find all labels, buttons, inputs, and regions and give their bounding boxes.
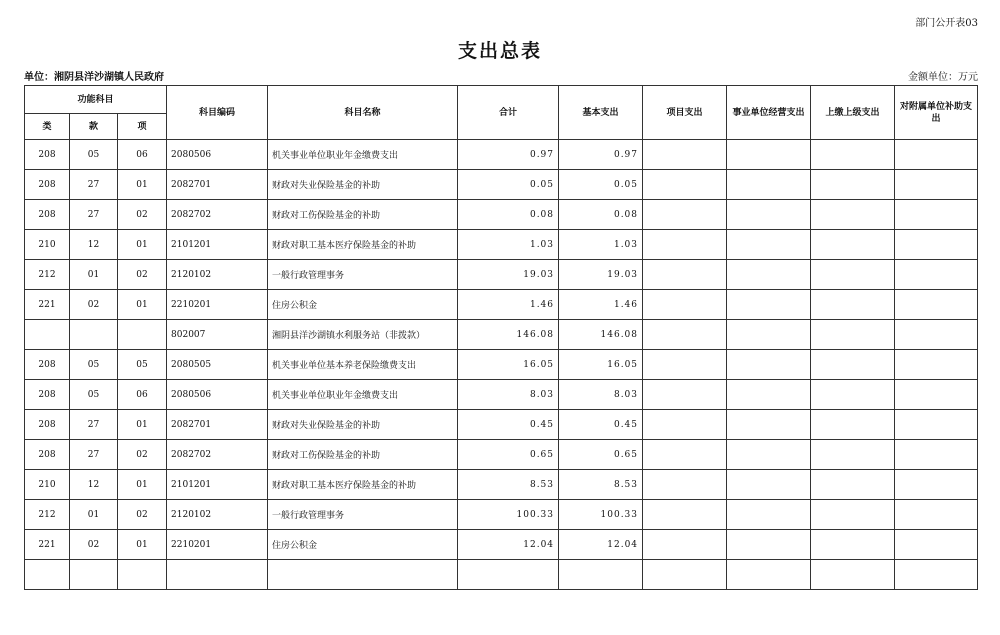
cell-subsidy (895, 530, 978, 560)
cell-kuan (70, 560, 118, 590)
cell-code (167, 560, 268, 590)
cell-total: 1.03 (458, 230, 559, 260)
cell-business (727, 230, 811, 260)
header-project-expenditure: 项目支出 (643, 86, 727, 140)
cell-lei: 208 (25, 440, 70, 470)
cell-basic: 8.03 (559, 380, 643, 410)
cell-name: 机关事业单位职业年金缴费支出 (268, 140, 458, 170)
cell-name: 财政对工伤保险基金的补助 (268, 200, 458, 230)
cell-project (643, 410, 727, 440)
cell-name: 财政对工伤保险基金的补助 (268, 440, 458, 470)
unit-label: 单位：湘阴县洋沙湖镇人民政府 (24, 72, 164, 83)
cell-basic: 0.08 (559, 200, 643, 230)
cell-lei: 210 (25, 470, 70, 500)
cell-code: 2082702 (167, 200, 268, 230)
cell-xiang: 01 (118, 230, 167, 260)
cell-business (727, 440, 811, 470)
cell-code: 2101201 (167, 230, 268, 260)
cell-total: 0.45 (458, 410, 559, 440)
cell-subsidy (895, 320, 978, 350)
cell-project (643, 290, 727, 320)
cell-project (643, 380, 727, 410)
cell-name: 机关事业单位职业年金缴费支出 (268, 380, 458, 410)
cell-subsidy (895, 440, 978, 470)
table-row (25, 170, 978, 200)
header-kuan: 款 (70, 114, 118, 140)
cell-upper (811, 350, 895, 380)
cell-subsidy (895, 500, 978, 530)
cell-business (727, 530, 811, 560)
cell-xiang: 02 (118, 200, 167, 230)
cell-xiang: 02 (118, 500, 167, 530)
table-row (25, 410, 978, 440)
cell-kuan: 02 (70, 290, 118, 320)
cell-lei: 212 (25, 500, 70, 530)
header-subsidy-affiliates: 对附属单位补助支出 (895, 86, 978, 140)
cell-total: 0.65 (458, 440, 559, 470)
cell-kuan: 05 (70, 140, 118, 170)
cell-business (727, 500, 811, 530)
cell-total: 100.33 (458, 500, 559, 530)
cell-upper (811, 260, 895, 290)
cell-kuan: 27 (70, 410, 118, 440)
table-row (25, 320, 978, 350)
cell-lei: 208 (25, 200, 70, 230)
cell-business (727, 410, 811, 440)
cell-xiang: 05 (118, 350, 167, 380)
cell-subsidy (895, 410, 978, 440)
header-lei: 类 (25, 114, 70, 140)
table-row (25, 290, 978, 320)
cell-kuan: 02 (70, 530, 118, 560)
cell-upper (811, 560, 895, 590)
cell-name: 湘阴县洋沙湖镇水利服务站（非拨款） (268, 320, 458, 350)
cell-xiang: 02 (118, 260, 167, 290)
cell-xiang (118, 320, 167, 350)
header-total: 合计 (458, 86, 559, 140)
cell-basic: 0.05 (559, 170, 643, 200)
cell-kuan: 12 (70, 230, 118, 260)
cell-project (643, 230, 727, 260)
cell-xiang: 06 (118, 140, 167, 170)
cell-code: 2080505 (167, 350, 268, 380)
cell-kuan: 05 (70, 350, 118, 380)
cell-code: 2120102 (167, 500, 268, 530)
cell-kuan: 05 (70, 380, 118, 410)
cell-code: 2082701 (167, 410, 268, 440)
form-number: 部门公开表03 (915, 18, 978, 29)
cell-kuan (70, 320, 118, 350)
cell-lei: 208 (25, 170, 70, 200)
cell-upper (811, 530, 895, 560)
cell-kuan: 01 (70, 500, 118, 530)
cell-business (727, 320, 811, 350)
header-upper-payment: 上缴上级支出 (811, 86, 895, 140)
cell-upper (811, 500, 895, 530)
header-subject-name: 科目名称 (268, 86, 458, 140)
page-title: 支出总表 (457, 40, 542, 62)
cell-basic: 0.97 (559, 140, 643, 170)
cell-total: 0.05 (458, 170, 559, 200)
cell-total: 8.53 (458, 470, 559, 500)
header-business-expenditure: 事业单位经营支出 (727, 86, 811, 140)
cell-upper (811, 290, 895, 320)
cell-kuan: 27 (70, 200, 118, 230)
cell-total: 8.03 (458, 380, 559, 410)
cell-upper (811, 230, 895, 260)
cell-code: 2210201 (167, 530, 268, 560)
cell-subsidy (895, 230, 978, 260)
cell-code: 2080506 (167, 380, 268, 410)
cell-basic: 1.03 (559, 230, 643, 260)
cell-xiang: 06 (118, 380, 167, 410)
cell-lei (25, 320, 70, 350)
cell-business (727, 260, 811, 290)
cell-basic: 0.65 (559, 440, 643, 470)
table-row (25, 230, 978, 260)
cell-name (268, 560, 458, 590)
cell-name: 一般行政管理事务 (268, 500, 458, 530)
table-row (25, 530, 978, 560)
cell-lei: 221 (25, 530, 70, 560)
cell-subsidy (895, 560, 978, 590)
cell-name: 一般行政管理事务 (268, 260, 458, 290)
cell-name: 财政对职工基本医疗保险基金的补助 (268, 470, 458, 500)
table-row (25, 200, 978, 230)
cell-basic: 8.53 (559, 470, 643, 500)
cell-business (727, 170, 811, 200)
cell-business (727, 200, 811, 230)
cell-code: 2101201 (167, 470, 268, 500)
cell-total: 0.97 (458, 140, 559, 170)
cell-business (727, 140, 811, 170)
cell-code: 2080506 (167, 140, 268, 170)
header-subject-code: 科目编码 (167, 86, 268, 140)
cell-name: 住房公积金 (268, 290, 458, 320)
cell-total: 19.03 (458, 260, 559, 290)
cell-basic (559, 560, 643, 590)
cell-project (643, 320, 727, 350)
cell-subsidy (895, 380, 978, 410)
cell-xiang (118, 560, 167, 590)
cell-kuan: 27 (70, 170, 118, 200)
cell-name: 机关事业单位基本养老保险缴费支出 (268, 350, 458, 380)
cell-upper (811, 410, 895, 440)
cell-total: 12.04 (458, 530, 559, 560)
header-function-subject: 功能科目 (25, 86, 167, 114)
cell-code: 2082702 (167, 440, 268, 470)
cell-xiang: 01 (118, 170, 167, 200)
cell-business (727, 350, 811, 380)
cell-upper (811, 440, 895, 470)
cell-business (727, 560, 811, 590)
header-xiang: 项 (118, 114, 167, 140)
cell-project (643, 560, 727, 590)
cell-project (643, 470, 727, 500)
cell-upper (811, 470, 895, 500)
cell-lei: 208 (25, 350, 70, 380)
table-row (25, 380, 978, 410)
cell-lei: 208 (25, 140, 70, 170)
cell-basic: 146.08 (559, 320, 643, 350)
cell-project (643, 530, 727, 560)
cell-name: 住房公积金 (268, 530, 458, 560)
cell-kuan: 27 (70, 440, 118, 470)
cell-basic: 12.04 (559, 530, 643, 560)
cell-kuan: 12 (70, 470, 118, 500)
expenditure-table (24, 85, 978, 590)
cell-xiang: 01 (118, 290, 167, 320)
cell-lei: 208 (25, 410, 70, 440)
cell-total: 1.46 (458, 290, 559, 320)
cell-lei (25, 560, 70, 590)
cell-business (727, 380, 811, 410)
cell-lei: 208 (25, 380, 70, 410)
cell-total (458, 560, 559, 590)
cell-total: 146.08 (458, 320, 559, 350)
cell-total: 16.05 (458, 350, 559, 380)
cell-subsidy (895, 140, 978, 170)
cell-code: 2082701 (167, 170, 268, 200)
cell-xiang: 01 (118, 470, 167, 500)
cell-xiang: 01 (118, 410, 167, 440)
table-row (25, 560, 978, 590)
cell-total: 0.08 (458, 200, 559, 230)
table-row (25, 140, 978, 170)
cell-upper (811, 380, 895, 410)
table-row (25, 260, 978, 290)
cell-subsidy (895, 470, 978, 500)
cell-subsidy (895, 290, 978, 320)
cell-project (643, 500, 727, 530)
cell-upper (811, 200, 895, 230)
cell-basic: 0.45 (559, 410, 643, 440)
header-basic-expenditure: 基本支出 (559, 86, 643, 140)
table-row (25, 470, 978, 500)
cell-subsidy (895, 170, 978, 200)
table-body (25, 140, 978, 590)
cell-project (643, 170, 727, 200)
cell-name: 财政对失业保险基金的补助 (268, 170, 458, 200)
cell-project (643, 200, 727, 230)
cell-lei: 212 (25, 260, 70, 290)
cell-project (643, 260, 727, 290)
table-row (25, 500, 978, 530)
cell-upper (811, 170, 895, 200)
cell-xiang: 02 (118, 440, 167, 470)
cell-subsidy (895, 260, 978, 290)
cell-subsidy (895, 350, 978, 380)
cell-upper (811, 140, 895, 170)
cell-code: 2210201 (167, 290, 268, 320)
cell-subsidy (895, 200, 978, 230)
cell-name: 财政对失业保险基金的补助 (268, 410, 458, 440)
cell-basic: 100.33 (559, 500, 643, 530)
cell-code: 802007 (167, 320, 268, 350)
cell-basic: 19.03 (559, 260, 643, 290)
cell-name: 财政对职工基本医疗保险基金的补助 (268, 230, 458, 260)
cell-project (643, 140, 727, 170)
cell-kuan: 01 (70, 260, 118, 290)
cell-lei: 221 (25, 290, 70, 320)
table-header (25, 86, 978, 140)
cell-project (643, 440, 727, 470)
cell-basic: 1.46 (559, 290, 643, 320)
cell-lei: 210 (25, 230, 70, 260)
amount-unit-label: 金额单位：万元 (908, 72, 978, 83)
cell-code: 2120102 (167, 260, 268, 290)
cell-business (727, 290, 811, 320)
table-row (25, 440, 978, 470)
cell-basic: 16.05 (559, 350, 643, 380)
cell-xiang: 01 (118, 530, 167, 560)
table-row (25, 350, 978, 380)
cell-project (643, 350, 727, 380)
cell-business (727, 470, 811, 500)
cell-upper (811, 320, 895, 350)
